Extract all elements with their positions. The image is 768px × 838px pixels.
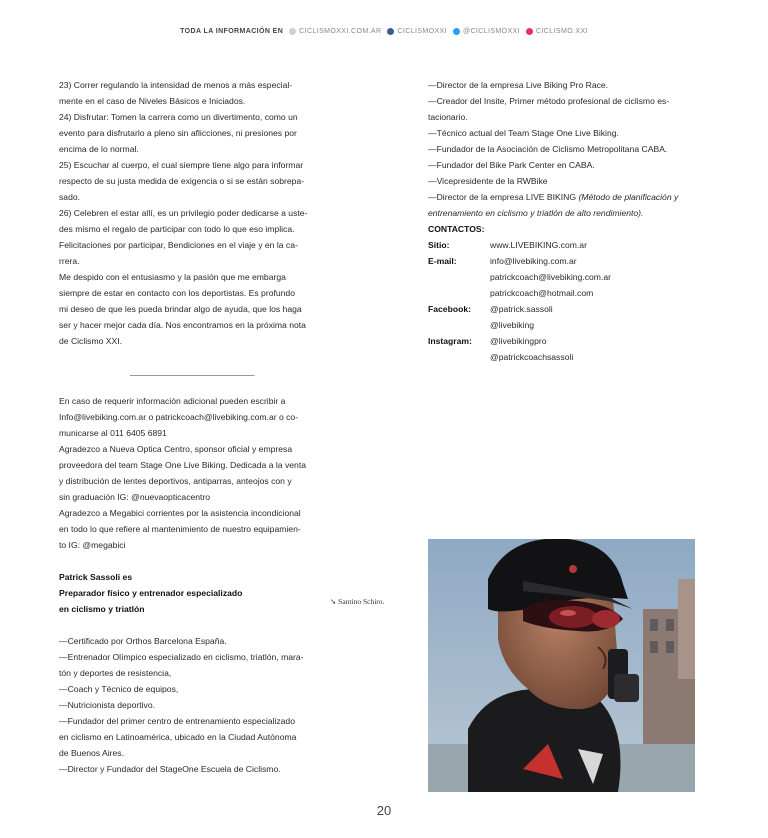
contact-link[interactable]: @patrick.sassoli xyxy=(490,304,553,314)
contact-link[interactable]: @livebiking xyxy=(490,320,535,330)
header-instagram[interactable] xyxy=(526,28,588,35)
contacts-title: CONTACTOS: xyxy=(428,224,485,234)
header-lead: TODA LA INFORMACIÓN EN xyxy=(180,28,284,35)
text-line: sin graduación IG: @nuevaopticacentro xyxy=(59,492,211,502)
bio-list xyxy=(59,633,325,777)
instagram-icon xyxy=(526,28,533,35)
bio-item: —Coach y Técnico de equipos, xyxy=(59,684,179,694)
header-instagram-text: CICLISMO.XXI xyxy=(536,28,588,35)
photo-caption-text: Santino Schiro. xyxy=(338,597,385,606)
tips-section xyxy=(59,77,325,349)
text-line: to IG: @megabici xyxy=(59,540,126,550)
text-line: 26) Celebren el estar allí, es un privilegio poder dedicarse a uste- xyxy=(59,208,308,218)
text-line: Info@livebiking.com.ar o patrickcoach@livebiking.com.ar o co- xyxy=(59,412,299,422)
header-website-text: CICLISMOXXI.COM.AR xyxy=(299,28,382,35)
contact-link[interactable]: @livebikingpro xyxy=(490,336,547,346)
header-facebook-text: CICLISMOXXI xyxy=(397,28,447,35)
role-item: —Fundador de la Asociación de Ciclismo Metropolitana CABA. xyxy=(428,144,668,154)
bio-item: —Fundador del primer centro de entrenamiento especializado xyxy=(59,716,295,726)
role-item: —Técnico actual del Team Stage One Live Biking. xyxy=(428,128,619,138)
role-item: tacionario. xyxy=(428,112,468,122)
text-line: encima de lo normal. xyxy=(59,144,139,154)
text-line: sado. xyxy=(59,192,81,202)
role-item-italic: (Método de planificación y xyxy=(578,192,679,202)
role-item: —Director de la empresa Live Biking Pro Race. xyxy=(428,80,609,90)
bio-item: —Certificado por Orthos Barcelona España. xyxy=(59,636,227,646)
role-item: —Fundador del Bike Park Center en CABA. xyxy=(428,160,595,170)
contact-row-site xyxy=(428,237,696,253)
contact-label: Instagram: xyxy=(428,336,472,346)
bio-item: en ciclismo en Latinoamérica, ubicado en la Ciudad Autónoma xyxy=(59,732,297,742)
contact-row-instagram xyxy=(428,333,696,365)
text-line: mente en el caso de Niveles Básicos e Iniciados. xyxy=(59,96,246,106)
text-line: respecto de su justa medida de exigencia o si se están sobrepa- xyxy=(59,176,305,186)
text-line: evento para disfrutarlo a pleno sin aflicciones, ni presiones por xyxy=(59,128,297,138)
text-line: municarse al 011 6405 6891 xyxy=(59,428,167,438)
facebook-icon xyxy=(387,28,394,35)
contact-link[interactable]: patrickcoach@hotmail.com xyxy=(490,288,594,298)
bio-item: tón y deportes de resistencia, xyxy=(59,668,172,678)
text-line: mi deseo de que les pueda brindar algo de ayuda, que los haga xyxy=(59,304,302,314)
text-line: Agradezco a Megabici corrientes por la asistencia incondicional xyxy=(59,508,301,518)
bio-heading-line: en ciclismo y triatlón xyxy=(59,604,145,614)
header-twitter[interactable] xyxy=(453,28,520,35)
text-line: des mismo el regalo de participar con todo lo que eso implica. xyxy=(59,224,295,234)
contact-link[interactable]: info@livebiking.com.ar xyxy=(490,256,577,266)
photo-caption xyxy=(330,597,384,606)
role-item-main: —Director de la empresa LIVE BIKING xyxy=(428,192,579,202)
text-line: 24) Disfrutar: Tomen la carrera como un divertimento, como un xyxy=(59,112,298,122)
text-line: y distribución de lentes deportivos, antiparras, anteojos con y xyxy=(59,476,292,486)
header-facebook[interactable] xyxy=(387,28,447,35)
globe-icon xyxy=(289,28,296,35)
contact-row-email xyxy=(428,253,696,301)
twitter-icon xyxy=(453,28,460,35)
header-website[interactable] xyxy=(289,28,381,35)
bio-heading xyxy=(59,569,325,617)
contact-label: Sitio: xyxy=(428,240,450,250)
text-line: en todo lo que refiere al mantenimiento de nuestro equipamien- xyxy=(59,524,301,534)
bio-item: —Director y Fundador del StageOne Escuela de Ciclismo. xyxy=(59,764,281,774)
contacts-table xyxy=(428,237,696,365)
role-item-italic-cont: entrenamiento en ciclismo y triatlón de alto rendimiento). xyxy=(428,208,644,218)
bio-heading-line: Preparador físico y entrenador especializado xyxy=(59,588,243,598)
contact-link[interactable]: @patrickcoachsassoli xyxy=(490,352,574,362)
text-line: Felicitaciones por participar, Bendiciones en el viaje y en la ca- xyxy=(59,240,298,250)
page-number: 20 xyxy=(376,803,392,818)
text-line: 25) Escuchar al cuerpo, el cual siempre tiene algo para informar xyxy=(59,160,304,170)
text-line: ser y hacer mejor cada día. Nos encontramos en la próxima nota xyxy=(59,320,306,330)
section-separator: _____________________________ xyxy=(129,366,255,376)
contact-label: E-mail: xyxy=(428,256,457,266)
arrow-icon: ➘ xyxy=(330,597,337,606)
role-item: —Creador del Insite, Primer método profesional de ciclismo es- xyxy=(428,96,670,106)
text-line: Me despido con el entusiasmo y la pasión que me embarga xyxy=(59,272,286,282)
role-item-last xyxy=(428,189,696,205)
text-line: 23) Correr regulando la intensidad de menos a más especial- xyxy=(59,80,293,90)
text-line: rrera. xyxy=(59,256,80,266)
left-column xyxy=(59,77,325,777)
bio-item: de Buenos Aires. xyxy=(59,748,124,758)
roles-list xyxy=(428,77,696,221)
page-header xyxy=(0,28,768,35)
text-line: En caso de requerir información adicional pueden escribir a xyxy=(59,396,286,406)
text-line: Agradezco a Nueva Optica Centro, sponsor oficial y empresa xyxy=(59,444,293,454)
contact-link[interactable]: patrickcoach@livebiking.com.ar xyxy=(490,272,611,282)
cyclist-photo xyxy=(428,539,695,792)
role-item: —Vicepresidente de la RWBike xyxy=(428,176,548,186)
bio-heading-line: Patrick Sassoli es xyxy=(59,572,133,582)
text-line: proveedora del team Stage One Live Biking. Dedicada a la venta xyxy=(59,460,306,470)
contact-link[interactable]: www.LIVEBIKING.com.ar xyxy=(490,240,587,250)
bio-item: —Nutricionista deportivo. xyxy=(59,700,156,710)
contact-paragraph xyxy=(59,393,325,553)
contact-label: Facebook: xyxy=(428,304,471,314)
cyclist-photo-illustration xyxy=(428,539,695,792)
text-line: siempre de estar en contacto con los deportistas. Es profundo xyxy=(59,288,295,298)
bio-item: —Entrenador Olímpico especializado en ciclismo, triatlón, mara- xyxy=(59,652,304,662)
contact-row-facebook xyxy=(428,301,696,333)
right-column xyxy=(428,77,696,365)
header-twitter-text: @CICLISMOXXI xyxy=(462,28,520,35)
text-line: de Ciclismo XXI. xyxy=(59,336,123,346)
